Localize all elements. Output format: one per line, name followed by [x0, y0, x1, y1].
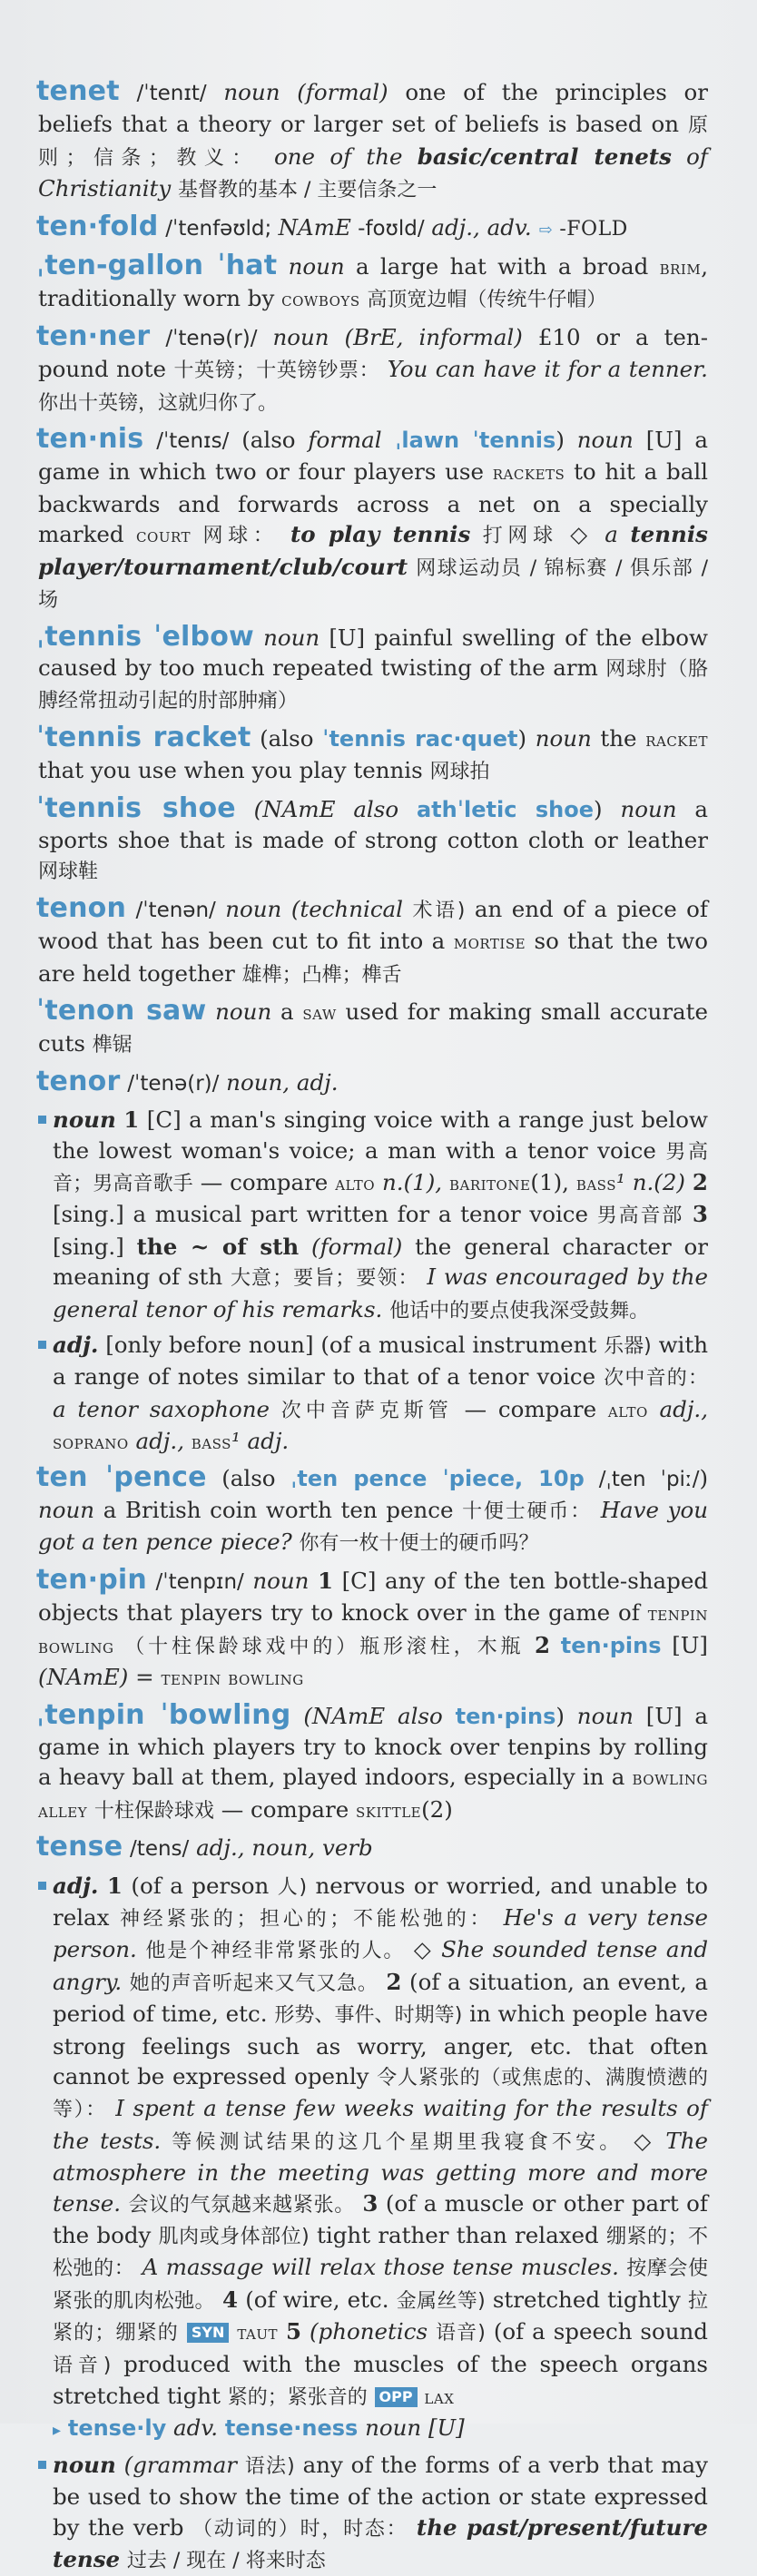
variant-headword: ˈtennis rac·quet	[322, 725, 518, 752]
grammar-code: [C]	[341, 1567, 377, 1594]
entry-ten-gallon-hat	[38, 251, 708, 316]
cross-reference: skittle	[356, 1799, 422, 1823]
translation: 男高音；男高音歌手	[53, 1140, 708, 1195]
cross-reference-pos: adj.,	[659, 1395, 709, 1422]
pronunciation: /ˈtenə(r)/	[165, 326, 258, 350]
example-separator-icon: ◇	[413, 1936, 433, 1963]
entry-tenon	[38, 893, 708, 990]
cross-reference: mortise	[453, 931, 526, 955]
cross-reference: alto	[335, 1173, 376, 1195]
example-translation: 你有一枚十便士的硬币吗？	[299, 1532, 539, 1556]
translation: 男高音部	[596, 1204, 684, 1228]
entry-tennis-racket	[38, 723, 708, 788]
cross-reference-pos: ¹ adj.	[231, 1428, 290, 1455]
translation: 雄榫；凸榫；榫舌	[241, 963, 402, 987]
register: (formal)	[311, 1233, 403, 1260]
example-translation: 会议的气氛越来越紧张。	[128, 2193, 355, 2217]
translation: 十柱保龄球戏	[93, 1799, 214, 1823]
pronunciation: /ˈtenpɪn/	[155, 1569, 244, 1594]
definition: produced with the muscles of the speech organs stretched tight	[53, 2350, 708, 2410]
part-of-speech: noun	[252, 1567, 310, 1594]
synonym: taut	[237, 2322, 279, 2345]
also-label: (also	[260, 724, 323, 752]
cross-reference-pos: ¹ n.(2)	[615, 1169, 685, 1195]
register-translation: 语法)	[244, 2454, 295, 2478]
variant-headword: ˌlawn ˈtennis	[381, 428, 556, 454]
pos-label: noun	[53, 2451, 116, 2478]
definition: so that the two are held together	[38, 928, 709, 987]
example-translation: 基督教的基本 / 主要信条之一	[178, 179, 437, 202]
translation: 网球肘（胳膊经常扭动引起的肘部肿痛）	[38, 657, 708, 713]
example-translation: 她的声音听起来又气又急。	[129, 1971, 378, 1995]
part-of-speech: noun	[576, 427, 634, 454]
example: A massage will relax those tense muscles.	[142, 2254, 619, 2281]
cross-reference-pos: adj.,	[135, 1428, 184, 1455]
sense-number: 2	[535, 1631, 551, 1658]
sense-number: 1	[123, 1106, 140, 1134]
headword: ten ˈpence	[36, 1460, 207, 1493]
sense-noun	[38, 2450, 708, 2576]
grammar-code: [U]	[329, 624, 366, 651]
sense-number: 1	[106, 1872, 123, 1899]
grammar-code: [only before noun]	[105, 1332, 314, 1359]
sense-number: 1	[318, 1567, 334, 1594]
register: (technical	[290, 895, 403, 922]
definition: a man's singing voice with a range just below the lowest woman's voice; a man with a tenor voice	[53, 1106, 708, 1164]
part-of-speech: noun	[38, 1497, 95, 1524]
definition-translation: 肌肉或身体部位)	[158, 2226, 310, 2248]
translation: 令人紧张的（或焦虑的、满腹愤懑的等）：	[53, 2066, 708, 2122]
cross-reference: saw	[302, 1001, 337, 1025]
sense-adj	[38, 1871, 708, 2446]
headword: ˌten-gallon ˈhat	[36, 250, 278, 282]
definition: a	[280, 998, 303, 1025]
cross-reference: rackets	[492, 462, 565, 486]
register-translation: 语音)	[435, 2322, 486, 2345]
definition: the	[600, 724, 646, 752]
section-bullet-icon	[38, 1882, 46, 1890]
definition: , traditionally worn by	[38, 253, 708, 312]
translation: （动词的）时，时态：	[192, 2517, 408, 2541]
part-of-speech: noun	[620, 795, 677, 822]
grammar-code: [C]	[146, 1106, 182, 1134]
entry-tenner	[38, 321, 708, 418]
cross-reference-sense: (2)	[421, 1795, 453, 1823]
cross-reference: racket	[645, 728, 708, 752]
definition: (of a person	[131, 1872, 270, 1899]
region-label: NAmE	[278, 213, 351, 241]
definition: that you use when you play tennis	[38, 757, 423, 784]
example: of Christianity	[38, 143, 708, 202]
definition: a game in which two or four players use	[38, 427, 708, 486]
pronunciation-us: -foʊld/	[350, 216, 425, 241]
definition: (of a musical instrument	[320, 1332, 597, 1359]
headword: ten·pin	[36, 1563, 147, 1596]
definition: a musical part written for a tenor voice	[133, 1201, 589, 1228]
pos-label: adj.	[53, 1872, 99, 1899]
also-close: )	[555, 427, 565, 454]
example-translation: 次中音萨克斯管	[280, 1399, 453, 1422]
entry-tenfold	[38, 211, 708, 245]
cross-reference: brim	[659, 257, 702, 280]
pos-label: adj.	[53, 1332, 99, 1359]
headword: ˌtenpin ˈbowling	[36, 1698, 291, 1731]
part-of-speech: noun	[215, 998, 272, 1025]
sense-number: 2	[692, 1169, 708, 1195]
definition: to hit a ball backwards and forwards across a net on a specially marked	[38, 458, 708, 548]
translation: 高顶宽边帽（传统牛仔帽）	[367, 289, 607, 312]
definition: any of the forms of a verb that may be used to show the time of the action or state expressed by the verb	[53, 2451, 708, 2541]
section-bullet-icon	[38, 1116, 46, 1124]
definition-translation: 语音)	[53, 2354, 112, 2377]
cross-reference-pos: n.(1),	[382, 1169, 443, 1195]
variant-headword: 10p	[523, 1465, 585, 1491]
also-label: (also	[241, 427, 309, 454]
definition-translation: 人)	[277, 1875, 308, 1899]
entry-tenon-saw	[38, 996, 708, 1061]
example: I spent a tense few weeks waiting for the results of the tests.	[53, 2095, 708, 2154]
headword: tenon	[36, 891, 127, 924]
translation: 拉紧的；绷紧的	[53, 2289, 708, 2345]
pronunciation: /tens/	[130, 1837, 190, 1862]
headword: ˈtennis shoe	[36, 791, 236, 824]
example: a tenor saxophone	[53, 1395, 270, 1422]
headword: tense	[36, 1831, 123, 1863]
definition: any of the ten bottle-shaped objects that players try to knock over in the game of	[38, 1567, 709, 1627]
example-translation: 网球运动员 / 锦标赛 / 俱乐部 / 场	[38, 556, 708, 613]
compare-label: — compare	[464, 1395, 597, 1422]
cross-reference: baritone	[448, 1173, 531, 1195]
register: (BrE, informal)	[344, 323, 523, 350]
also-close: )	[555, 1702, 565, 1729]
example-translation: 过去 / 现在 / 将来时态	[126, 2550, 326, 2573]
also-label: (also	[221, 1464, 291, 1491]
example: one of the	[274, 143, 418, 170]
entry-ten-pence	[38, 1462, 708, 1559]
example: She sounded tense and angry.	[53, 1936, 708, 1995]
section-bullet-icon	[38, 1341, 46, 1349]
definition: a sports shoe that is made of strong cotton cloth or leather	[38, 795, 709, 853]
pronunciation: /ˈtenɪt/	[136, 82, 207, 105]
part-of-speech: noun	[272, 323, 329, 350]
variant-headword: ˌten pence ˈpiece,	[290, 1465, 524, 1491]
headword: ˌtennis ˈelbow	[36, 620, 254, 653]
translation: （十柱保龄球戏中的）瓶形滚柱，木瓶	[124, 1635, 525, 1658]
sense-noun	[38, 1105, 708, 1326]
cross-reference: alto	[607, 1399, 648, 1422]
definition: the general character or meaning of sth	[53, 1233, 708, 1291]
definition: with a range of notes similar to that of a tenor voice	[53, 1332, 708, 1391]
cross-reference: soprano	[53, 1431, 129, 1455]
opposite: lax	[424, 2386, 455, 2410]
translation: 榫锯	[92, 1034, 133, 1057]
pronunciation: /ˈtenɪs/	[156, 429, 230, 454]
part-of-speech: noun, adj.	[226, 1068, 339, 1096]
cross-reference: bass	[191, 1431, 231, 1455]
cross-reference: bass	[575, 1173, 616, 1195]
translation: 神经紧张的；担心的；不能松弛的：	[119, 1907, 494, 1931]
example-translation: 等候测试结果的这几个星期里我寝食不安。	[172, 2130, 624, 2154]
headword: ˈtennis racket	[36, 721, 251, 753]
headword: ten·ner	[36, 320, 151, 352]
translation: 十英镑；十英镑钞票：	[173, 359, 380, 383]
example: The atmosphere in the meeting was getting more and more tense.	[53, 2127, 708, 2217]
example-translation: 你出十英镑，这就归你了。	[38, 391, 279, 415]
definition: nervous or worried, and unable to relax	[53, 1872, 709, 1931]
definition: one of the principles or beliefs that a theory or larger set of beliefs is based on	[38, 79, 708, 138]
derivative: tense·ness	[224, 2415, 359, 2442]
sense-number: 3	[692, 1201, 708, 1228]
entry-tenpin	[38, 1565, 708, 1695]
headword: ten·fold	[36, 210, 159, 242]
cross-reference: tenpin bowling	[38, 1603, 708, 1658]
headword: ˈtenon saw	[36, 994, 207, 1027]
phrase-pattern: the ~ of sth	[136, 1233, 300, 1260]
definition: in which people have strong feelings such as worry, anger, etc. that often cannot be expressed openly	[53, 2001, 708, 2089]
definition: an end of a piece of wood that has been cut to fit into a	[38, 895, 708, 955]
derivative-pos: noun [U]	[365, 2414, 465, 2442]
cross-reference-sense: (1),	[530, 1169, 569, 1195]
grammar-code: [sing.]	[53, 1201, 124, 1228]
pronunciation: /ˌten ˈpiː/	[584, 1467, 700, 1491]
entry-tennis-shoe	[38, 793, 708, 888]
entry-tenpin-bowling	[38, 1700, 708, 1827]
example-translation: 打网球	[482, 525, 558, 548]
example: You can have it for a tenner.	[387, 356, 708, 383]
headword: tenor	[36, 1065, 121, 1097]
variant-headword: ten·pins	[560, 1632, 662, 1658]
definition: (of a muscle or other part of the body	[53, 2189, 708, 2248]
translation: 网球鞋	[38, 860, 99, 884]
headword: tenet	[36, 75, 120, 107]
pos-label: noun	[53, 1106, 116, 1134]
entry-tense	[38, 1832, 708, 1864]
example-translation: 按摩会使紧张的肌肉松弛。	[53, 2257, 708, 2313]
part-of-speech: adj., adv.	[431, 213, 532, 241]
register-translation: 术语)	[412, 899, 466, 922]
example: He's a very tense person.	[53, 1903, 708, 1963]
sense-number: 2	[386, 1968, 402, 1995]
grammar-code: [U]	[672, 1631, 708, 1658]
grammar-code: [U]	[645, 427, 683, 454]
register: (formal)	[297, 79, 388, 105]
sense-number: 4	[222, 2286, 239, 2313]
example-collocation: tennis player/tournament/club/court	[38, 521, 708, 580]
part-of-speech: adj., noun, verb	[196, 1834, 373, 1862]
opposite-badge: OPP	[375, 2387, 418, 2407]
also-close: )	[517, 724, 527, 752]
entry-tennis	[38, 424, 708, 615]
register: (phonetics	[310, 2318, 428, 2345]
translation: 次中音的：	[604, 1367, 708, 1391]
equals-sign: =	[135, 1664, 154, 1691]
cross-reference: -FOLD	[559, 217, 628, 241]
part-of-speech: noun	[263, 624, 320, 651]
translation: 十便士硬币：	[462, 1500, 593, 1524]
also-close: )	[594, 795, 603, 822]
example: the past/present/future tense	[53, 2513, 708, 2573]
register: formal	[308, 427, 382, 454]
pronunciation: /ˈtenfəʊld;	[165, 216, 279, 241]
example: a	[605, 521, 631, 548]
definition: (of a situation, an event, a period of time, etc.	[53, 1968, 708, 2028]
also-label: (NAmE also	[253, 795, 417, 822]
definition: painful swelling of the elbow caused by too much repeated twisting of the arm	[38, 624, 709, 681]
cross-reference: bowling alley	[38, 1767, 708, 1823]
translation: 网球拍	[429, 761, 490, 784]
derivative-arrow-icon: ▸	[53, 2421, 62, 2441]
headword: ten·nis	[36, 423, 144, 456]
cross-reference: tenpin bowling	[161, 1667, 304, 1691]
definition-translation: 形势、事件、时期等)	[274, 2004, 463, 2028]
pronunciation: /ˈtenə(r)/	[127, 1071, 220, 1096]
also-label: (NAmE also	[303, 1702, 456, 1729]
translation: 紧的；紧张音的	[227, 2386, 368, 2410]
section-bullet-icon	[38, 2461, 46, 2469]
compare-label: — compare	[221, 1795, 349, 1823]
example-translation: 他话中的要点使我深受鼓舞。	[389, 1299, 650, 1322]
example-translation: 他是个神经非常紧张的人。	[145, 1940, 406, 1963]
register: (NAmE)	[38, 1664, 129, 1691]
translation: 绷紧的；不松弛的：	[53, 2226, 709, 2281]
example: Have you got a ten pence piece?	[38, 1497, 708, 1556]
definition: a large hat with a broad	[356, 253, 660, 280]
definition: stretched tightly	[492, 2286, 681, 2313]
example: I was encouraged by the general tenor of his remarks.	[53, 1263, 708, 1322]
translation: 大意；要旨；要领：	[231, 1267, 419, 1291]
definition: (of a speech sound	[493, 2318, 708, 2345]
variant-headword: athˈletic shoe	[416, 796, 595, 822]
also-close: )	[699, 1464, 708, 1491]
translation: 网球：	[202, 525, 279, 548]
sense-number: 3	[362, 2189, 378, 2217]
compare-label: — compare	[200, 1169, 329, 1195]
grammar-code: [U]	[645, 1702, 683, 1729]
part-of-speech: noun	[225, 895, 282, 922]
sense-number: 5	[285, 2318, 302, 2345]
part-of-speech: noun	[288, 253, 345, 280]
derivative: tense·ly	[67, 2415, 167, 2442]
entry-tenor	[38, 1067, 708, 1099]
example: to play tennis	[290, 521, 471, 548]
entry-tennis-elbow	[38, 622, 708, 717]
variant-headword: ten·pins	[455, 1703, 556, 1729]
register: (grammar	[123, 2451, 238, 2478]
definition-translation: 乐器)	[604, 1335, 652, 1359]
definition: (of wire, etc.	[245, 2286, 389, 2313]
definition: a British coin worth ten pence	[103, 1497, 454, 1524]
cross-reference: cowboys	[281, 289, 360, 312]
definition: a game in which players try to knock over tenpins by rolling a heavy ball at them, played indoors, especially in a	[38, 1702, 709, 1791]
synonym-badge: SYN	[187, 2323, 230, 2343]
example-separator-icon: ◇	[570, 521, 593, 548]
cross-reference: court	[136, 525, 191, 548]
derivative-pos: adv.	[173, 2414, 219, 2442]
part-of-speech: noun	[576, 1702, 634, 1729]
cross-reference-arrow-icon: ⇨	[538, 220, 553, 240]
example-separator-icon: ◇	[634, 2127, 655, 2154]
sense-adj	[38, 1330, 708, 1459]
definition: £10 or a ten-pound note	[38, 323, 708, 383]
pronunciation: /ˈtenən/	[135, 898, 216, 922]
part-of-speech: noun	[223, 79, 280, 105]
grammar-code: [sing.]	[53, 1233, 124, 1260]
definition: used for making small accurate cuts	[38, 998, 708, 1057]
translation: 原则；信条；教义：	[38, 114, 708, 170]
part-of-speech: noun	[535, 724, 592, 752]
entry-tenet	[38, 76, 708, 206]
example-collocation: basic/central tenets	[417, 143, 672, 170]
definition: tight rather than relaxed	[317, 2222, 599, 2248]
definition-translation: 金属丝等)	[396, 2289, 486, 2313]
